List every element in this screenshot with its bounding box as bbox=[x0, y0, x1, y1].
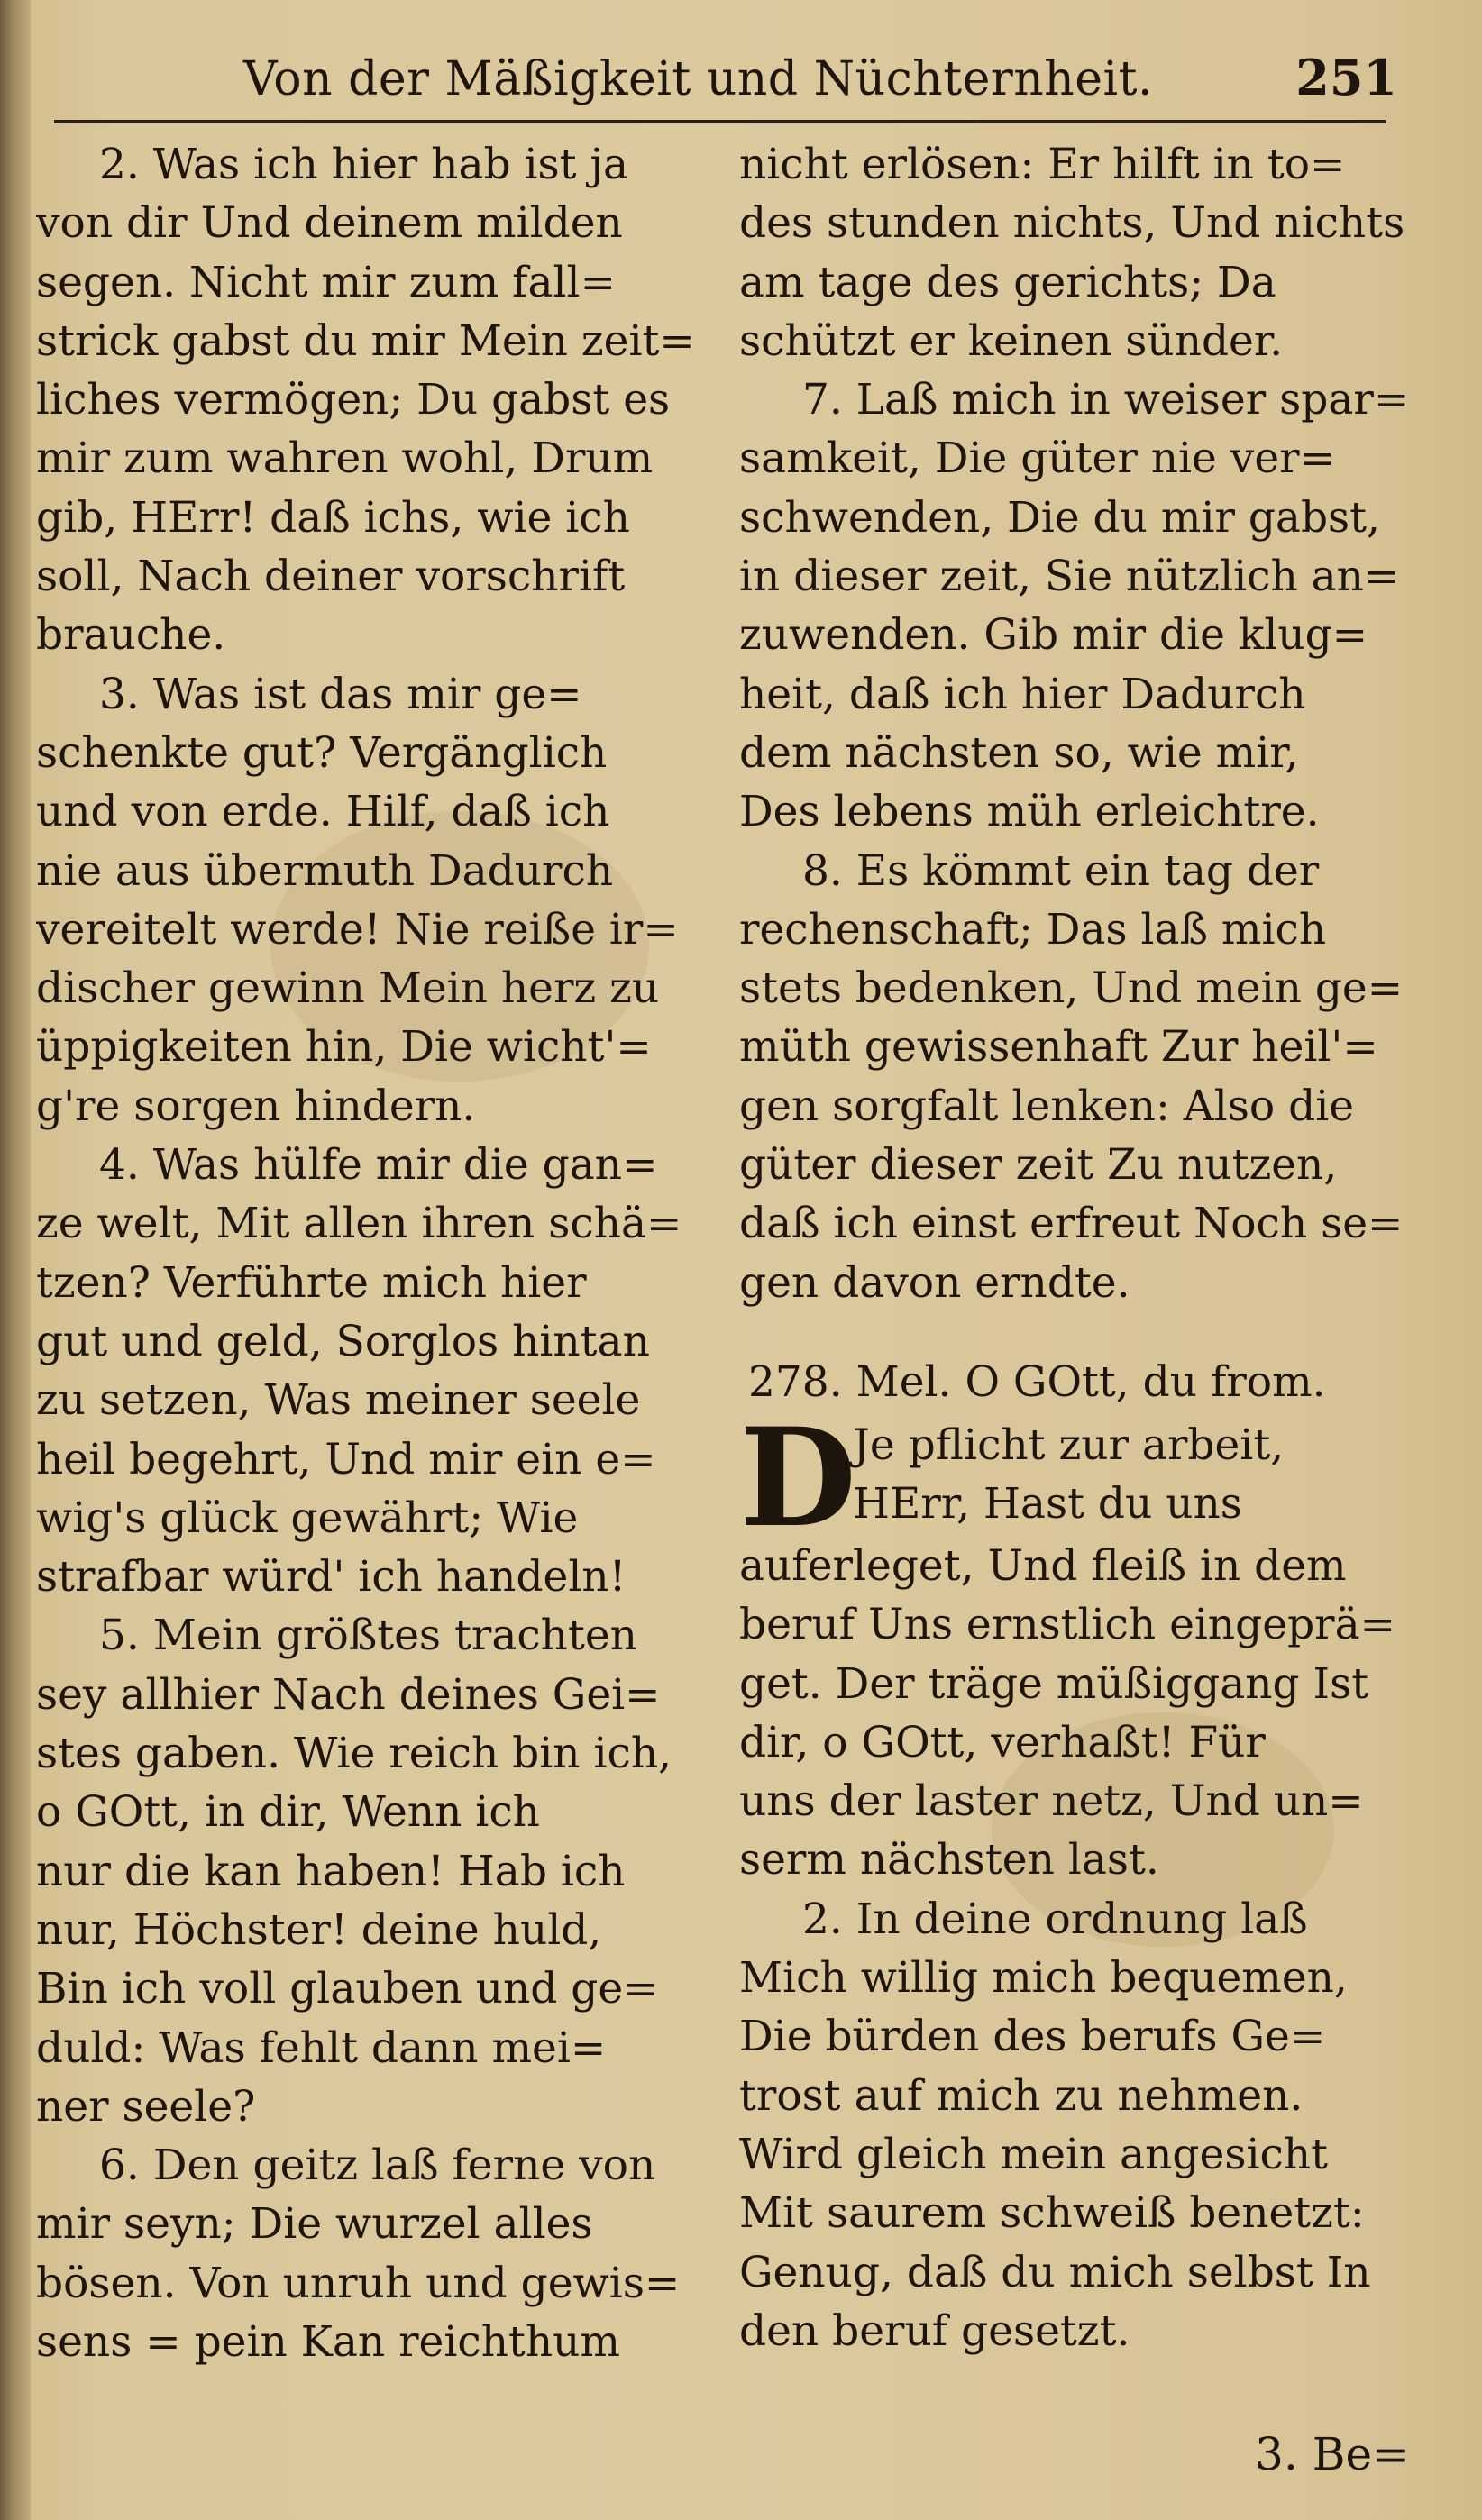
text-line: Mich willig mich bequemen, bbox=[739, 1953, 1348, 2004]
catchword: 3. Be= bbox=[1255, 2428, 1410, 2480]
text-line: nur, Höchster! deine huld, bbox=[36, 1904, 602, 1955]
text-line: nur die kan haben! Hab ich bbox=[36, 1846, 626, 1896]
text-line: des stunden nichts, Und nichts bbox=[739, 198, 1405, 249]
text-line: liches vermögen; Du gabst es bbox=[36, 375, 671, 425]
text-line: mir seyn; Die wurzel alles bbox=[36, 2199, 593, 2250]
text-line: üppigkeiten hin, Die wicht'= bbox=[36, 1022, 652, 1073]
text-line: schenkte gut? Vergänglich bbox=[36, 727, 608, 778]
text-line: daß ich einst erfreut Noch se= bbox=[739, 1199, 1404, 1249]
text-line: zu setzen, Was meiner seele bbox=[36, 1375, 641, 1426]
text-line: schützt er keinen sünder. bbox=[739, 315, 1284, 366]
text-line: sens = pein Kan reichthum bbox=[36, 2316, 620, 2367]
text-line: soll, Nach deiner vorschrift bbox=[36, 552, 626, 602]
text-line: in dieser zeit, Sie nützlich an= bbox=[739, 552, 1400, 602]
hymn-opening bbox=[739, 1398, 1424, 1557]
text-line: am tage des gerichts; Da bbox=[739, 257, 1276, 307]
right-column bbox=[739, 135, 1424, 2360]
running-title: Von der Mäßigkeit und Nüchternheit. bbox=[243, 52, 1154, 106]
text-line: nie aus übermuth Dadurch bbox=[36, 845, 614, 896]
text-line: trost auf mich zu nehmen. bbox=[739, 2070, 1304, 2121]
text-line: 2. In deine ordnung laß bbox=[802, 1894, 1308, 1944]
book-binding-edge bbox=[0, 0, 31, 2520]
text-line: von dir Und deinem milden bbox=[36, 198, 623, 249]
section-gap bbox=[739, 1312, 1424, 1353]
hymn-first-line: Je pflicht zur arbeit, bbox=[853, 1420, 1285, 1470]
text-line: uns der laster netz, Und un= bbox=[739, 1776, 1364, 1827]
text-line: discher gewinn Mein herz zu bbox=[36, 963, 660, 1014]
text-line: gib, HErr! daß ichs, wie ich bbox=[36, 492, 630, 543]
text-line: mir zum wahren wohl, Drum bbox=[36, 434, 654, 484]
text-line: 8. Es kömmt ein tag der bbox=[802, 845, 1320, 896]
hymn-body bbox=[739, 1537, 1424, 2360]
text-line: zuwenden. Gib mir die klug= bbox=[739, 610, 1368, 661]
text-line: gut und geld, Sorglos hintan bbox=[36, 1316, 650, 1366]
text-line: beruf Uns ernstlich eingeprä= bbox=[739, 1600, 1396, 1650]
running-head bbox=[54, 36, 1397, 117]
text-line: wig's glück gewährt; Wie bbox=[36, 1493, 579, 1543]
text-line: strafbar würd' ich handeln! bbox=[36, 1552, 627, 1602]
text-line: serm nächsten last. bbox=[739, 1835, 1159, 1885]
text-line: heil begehrt, Und mir ein e= bbox=[36, 1434, 656, 1484]
text-line: get. Der träge müßiggang Ist bbox=[739, 1658, 1369, 1709]
drop-cap: D bbox=[739, 1398, 857, 1557]
text-line: stes gaben. Wie reich bin ich, bbox=[36, 1729, 672, 1779]
text-line: 3. Was ist das mir ge= bbox=[99, 669, 582, 719]
text-line: brauche. bbox=[36, 610, 226, 661]
hymn-heading: 278. Mel. O GOtt, du from. bbox=[748, 1356, 1326, 1407]
text-line: 4. Was hülfe mir die gan= bbox=[99, 1140, 658, 1191]
text-line: 7. Laß mich in weiser spar= bbox=[802, 375, 1410, 425]
text-line: Bin ich voll glauben und ge= bbox=[36, 1964, 659, 2014]
hymn-second-line: HErr, Hast du uns bbox=[853, 1479, 1242, 1529]
right-column-stanzas bbox=[739, 135, 1424, 1312]
text-line: segen. Nicht mir zum fall= bbox=[36, 257, 616, 307]
header-rule bbox=[54, 120, 1386, 123]
text-line: 2. Was ich hier hab ist ja bbox=[99, 140, 629, 189]
text-line: tzen? Verführte mich hier bbox=[36, 1257, 587, 1308]
text-line: o GOtt, in dir, Wenn ich bbox=[36, 1787, 540, 1838]
text-line: bösen. Von unruh und gewis= bbox=[36, 2258, 681, 2308]
text-line: müth gewissenhaft Zur heil'= bbox=[739, 1022, 1378, 1073]
text-line: 6. Den geitz laß ferne von bbox=[99, 2141, 656, 2191]
text-line: gen sorgfalt lenken: Also die bbox=[739, 1081, 1355, 1131]
text-line: ze welt, Mit allen ihren schä= bbox=[36, 1199, 682, 1249]
text-line: duld: Was fehlt dann mei= bbox=[36, 2022, 607, 2073]
page-number: 251 bbox=[1295, 49, 1397, 106]
text-line: güter dieser zeit Zu nutzen, bbox=[739, 1140, 1338, 1191]
text-line: heit, daß ich hier Dadurch bbox=[739, 669, 1306, 719]
text-line: Des lebens müh erleichtre. bbox=[739, 787, 1320, 837]
text-line: ner seele? bbox=[36, 2081, 256, 2132]
text-line: auferleget, Und fleiß in dem bbox=[739, 1540, 1347, 1591]
text-line: nicht erlösen: Er hilft in to= bbox=[739, 140, 1346, 189]
text-line: 5. Mein größtes trachten bbox=[99, 1611, 637, 1661]
text-line: und von erde. Hilf, daß ich bbox=[36, 787, 610, 837]
text-line: rechenschaft; Das laß mich bbox=[739, 904, 1327, 954]
text-line: Wird gleich mein angesicht bbox=[739, 2129, 1328, 2179]
text-line: gen davon erndte. bbox=[739, 1257, 1130, 1308]
text-line: Genug, daß du mich selbst In bbox=[739, 2247, 1371, 2297]
text-line: samkeit, Die güter nie ver= bbox=[739, 434, 1336, 484]
text-line: strick gabst du mir Mein zeit= bbox=[36, 315, 695, 366]
text-line: stets bedenken, Und mein ge= bbox=[739, 963, 1404, 1014]
text-line: dem nächsten so, wie mir, bbox=[739, 727, 1299, 778]
text-line: sey allhier Nach deines Gei= bbox=[36, 1669, 661, 1720]
text-line: Die bürden des berufs Ge= bbox=[739, 2012, 1326, 2062]
text-line: g're sorgen hindern. bbox=[36, 1081, 476, 1131]
left-column bbox=[36, 135, 721, 2371]
text-line: dir, o GOtt, verhaßt! Für bbox=[739, 1717, 1266, 1767]
text-line: den beruf gesetzt. bbox=[739, 2305, 1130, 2356]
text-line: Mit saurem schweiß benetzt: bbox=[739, 2188, 1365, 2239]
text-line: vereitelt werde! Nie reiße ir= bbox=[36, 904, 679, 954]
text-line: schwenden, Die du mir gabst, bbox=[739, 492, 1380, 543]
